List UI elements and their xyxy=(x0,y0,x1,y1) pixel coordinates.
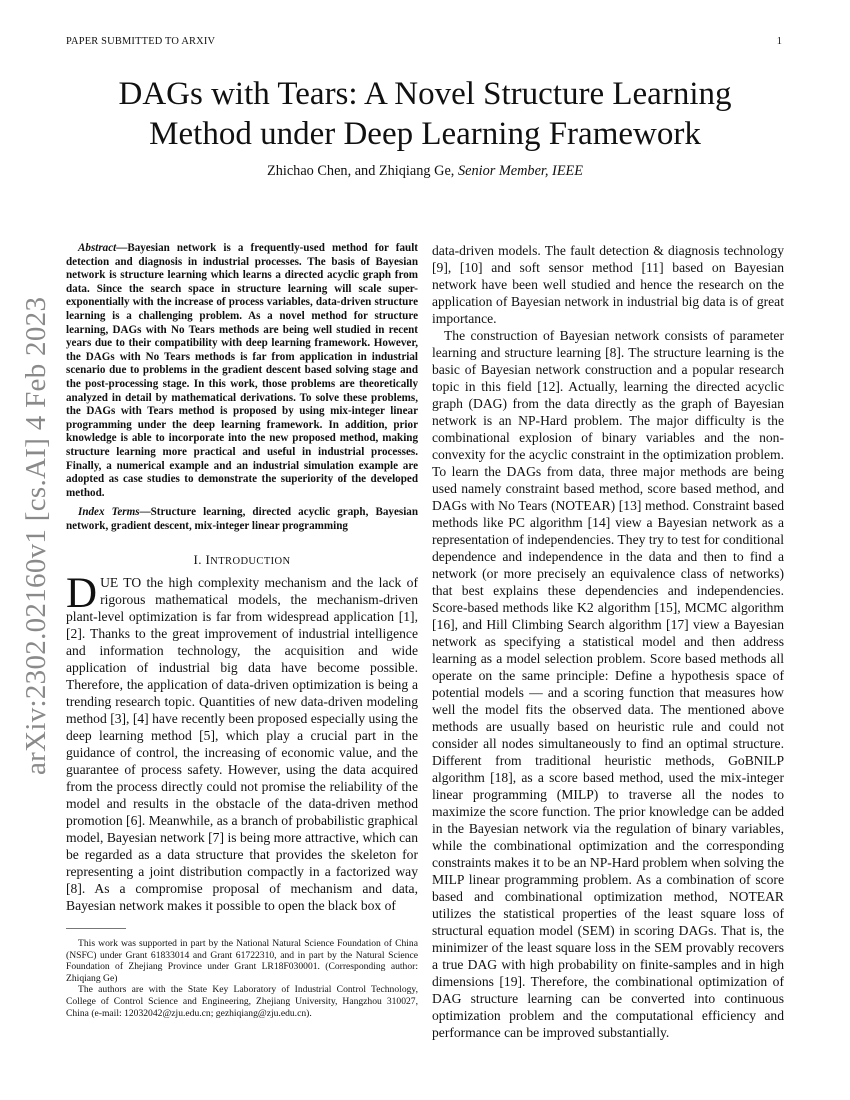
index-terms xyxy=(66,506,418,533)
funding-footnote: This work was supported in part by the National Natural Science Foundation of China (NSFC) under Grant 61833014 and Grant 61722310, and in part by the Natural Science Foundation of Zhejiang Province under Grant LR18F030001. (Corresponding author: Zhiqiang Ge) xyxy=(66,938,418,984)
intro-paragraph-1 xyxy=(66,570,418,914)
intro-paragraph-1-tail: data-driven models. The fault detection & diagnosis technology [9], [10] and soft sensor method [11] based on Bayesian network have been well studied and hence the research on the application of Bayesian network in industrial big data is of great importance. xyxy=(432,243,784,326)
intro-paragraph-1-continued xyxy=(432,242,784,327)
right-column xyxy=(432,242,784,1041)
intro-paragraph-2-text: The construction of Bayesian network consists of parameter learning and structure learning [8]. The structure learning is the basic of Bayesian network construction and a popular research topic in this field [12]. Actually, learning the directed acyclic graph (DAG) from the data directly as the graph of Bayesian network is an NP-Hard problem. The major difficulty is the combinational explosion of binary variables and the non-convexity for the acyclic constraint in the optimization problem. To learn the DAGs from data, three major methods are being used namely constraint based method, score based method, and DAGs with No Tears (NOTEAR) [13] method. Constraint based methods like PC algorithm [14] view a Bayesian network as a representation of independencies. They try to test for conditional dependence and independence in the data and then to find a network (or more precisely an equivalence class of networks) that best explains these dependencies and independencies. Score-based methods like K2 algorithm [15], MCMC algorithm [16], and Hill Climbing Search algorithm [17] view a Bayesian network as specifying a statistical model and then address learning as a model selection problem. Score based methods all operate on the same principle: Define a hypothesis space of potential models — and a scoring function that measures how well the model fits the observed data. The mentioned above methods are usually based on heuristic rule and could not consider all nodes simultaneously to find an optimal structure. Different from traditional heuristic methods, GoBNILP algorithm [18], as a score based method, used the mix-integer linear programming (MILP) to traverse all the nodes to maximize the score function. The prior knowledge can be added in the Bayesian network via the regulation of binary variables, while the combinational optimization and the corresponding constraints makes it to be an NP-Hard problem when solving the MILP linear programming problem. As a combination of score based and combinational optimization method, NOTEAR utilizes the statistical properties of the least square loss of structural equation model (SEM) in scoring DAGs. That is, the minimizer of the least square loss in the SEM provably recovers a true DAG with high probability on finite-samples and in high dimensions [19]. Therefore, the combinational optimization of DAG structure learning can be converted into continuous optimization problem and the computational efficiency and performance can be improved substantially. xyxy=(432,328,784,1040)
section-title-rest: NTRODUCTION xyxy=(210,556,291,568)
index-terms-label: Index Terms xyxy=(78,506,140,519)
abstract xyxy=(66,242,418,500)
arxiv-identifier-stamp: arXiv:2302.02160v1 [cs.AI] 4 Feb 2023 xyxy=(20,296,52,775)
abstract-label: Abstract xyxy=(78,242,117,254)
index-terms-text: —Structure learning, directed acyclic graph, Bayesian network, gradient descent, mix-integer linear programming xyxy=(66,506,418,532)
section-heading-introduction xyxy=(66,552,418,568)
running-head: PAPER SUBMITTED TO ARXIV xyxy=(66,36,216,47)
drop-cap: D xyxy=(66,570,98,618)
section-numeral: I. xyxy=(193,552,202,568)
affiliation-footnote: The authors are with the State Key Laboratory of Industrial Control Technology, College of Control Science and Engineering, Zhejiang University, Hangzhou 310027, China (e-mail: 12032042@zju.edu.cn; gezhiqiang@zju.edu.cn). xyxy=(66,984,418,1019)
abstract-text: —Bayesian network is a frequently-used method for fault detection and diagnosis in industrial processes. The basis of Bayesian network is structure learning which learns a directed acyclic graph from data. Since the search space in structure learning will scale super-exponentially with the increase of process variables, data-driven structure learning is a challenging problem. As a novel method for structure learning, DAGs with No Tears methods are being well studied in recent years due to their compatibility with deep learning framework. However, the DAGs with No Tears methods is far from application in industrial scenario due to problems in the gradient descent based solving stage and the post-processing stage. In this work, those problems are theoretically analyzed in detail by mathematical derivations. To solve these problems, the DAGs with Tears method is proposed by using mix-integer linear programming under the deep learning framework. In addition, prior knowledge is able to incorporate into the new proposed method, making structure learning more practical and useful in industrial processes. Finally, a numerical example and an industrial simulation example are adopted as case studies to demonstrate the superiority of the developed method. xyxy=(66,242,418,499)
title-line-2: Method under Deep Learning Framework xyxy=(149,116,701,152)
title-line-1: DAGs with Tears: A Novel Structure Learning xyxy=(118,76,732,112)
left-column xyxy=(66,242,418,914)
footnotes xyxy=(66,938,418,1019)
intro-paragraph-2 xyxy=(432,327,784,1041)
page-number: 1 xyxy=(776,36,782,47)
author-names: Zhichao Chen, and Zhiqiang Ge, xyxy=(266,163,455,179)
intro-paragraph-1-text: UE TO the high complexity mechanism and the lack of rigorous mathematical models, the mechanism-driven plant-level optimization is far from widespread application [1], [2]. Thanks to the great improvement of industrial intelligence and information technology, the acquisition and wide application of industrial big data have become possible. Therefore, the application of data-driven optimization is being a trending research topic. Quantities of new data-driven modeling method [3], [4] have recently been proposed especially using the deep learning method [5], which play a crucial part in the guidance of control, the increasing of economic value, and the guarantee of process safety. However, using the data acquired from the process directly could not promise the reliability of the model and results in the obstacle of the data-driven method promotion [6]. Meanwhile, as a branch of probabilistic graphical model, Bayesian network [7] is being more attractive, which can be regarded as a data structure that provides the skeleton for representing a joint distribution compactly in a factorized way [8]. As a compromise proposal of mechanism and data, Bayesian network makes it possible to open the black box of xyxy=(66,575,418,914)
footnote-divider xyxy=(66,928,126,929)
paper-title xyxy=(40,74,810,154)
author-affiliation: Senior Member, IEEE xyxy=(457,163,584,179)
section-title-first-letter: I xyxy=(205,552,211,568)
author-line xyxy=(40,163,810,180)
